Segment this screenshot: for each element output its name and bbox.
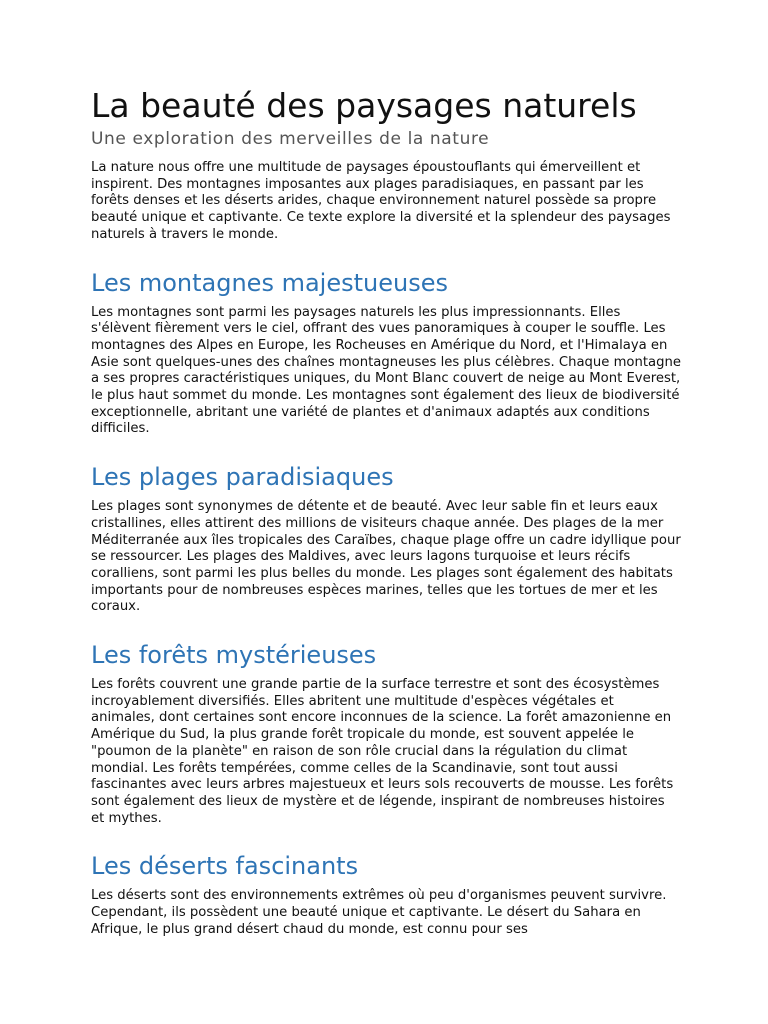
document-title: La beauté des paysages naturels [91,86,637,125]
document-subtitle: Une exploration des merveilles de la nature [91,129,490,149]
section-heading: Les forêts mystérieuses [91,641,377,670]
section-beaches [91,462,681,616]
section-forests [91,640,681,827]
section-heading: Les plages paradisiaques [91,463,394,492]
intro-paragraph: La nature nous offre une multitude de paysages époustouflants qui émerveillent et inspirent. Des montagnes imposantes aux plages paradisiaques, en passant par les forêts denses et les déserts arides, chaque environnement naturel possède sa propre beauté unique et captivante. Ce texte explore la diversité et la splendeur des paysages naturels à travers le monde. [91,160,671,242]
section-heading: Les déserts fascinants [91,852,359,881]
section-paragraph: Les montagnes sont parmi les paysages naturels les plus impressionnants. Elles s'élèvent fièrement vers le ciel, offrant des vues panoramiques à couper le souffle. Les montagnes des Alpes en Europe, les Rocheuses en Amérique du Nord, et l'Himalaya en Asie sont quelques-unes des chaînes montagneuses les plus célèbres. Chaque montagne a ses propres caractéristiques uniques, du Mont Blanc couvert de neige au Mont Everest, le plus haut sommet du monde. Les montagnes sont également des lieux de biodiversité exceptionnelle, abritant une variété de plantes et d'animaux adaptés aux conditions difficiles. [91,304,681,437]
section-deserts [91,851,681,938]
section-paragraph: Les déserts sont des environnements extrêmes où peu d'organismes peuvent survivre. Cependant, ils possèdent une beauté unique et captivante. Le désert du Sahara en Afrique, le plus grand désert chaud du monde, est connu pour ses [91,888,667,937]
section-mountains [91,268,681,439]
section-paragraph: Les plages sont synonymes de détente et de beauté. Avec leur sable fin et leurs eaux cristallines, elles attirent des millions de visiteurs chaque année. Des plages de la mer Méditerranée aux îles tropicales des Caraïbes, chaque plage offre un cadre idyllique pour se ressourcer. Les plages des Maldives, avec leurs lagons turquoise et leurs récifs coralliens, sont parmi les plus belles du monde. Les plages sont également des habitats importants pour de nombreuses espèces marines, telles que les tortues de mer et les coraux. [91,499,681,615]
document-page [91,86,681,939]
section-paragraph: Les forêts couvrent une grande partie de la surface terrestre et sont des écosystèmes incroyablement diversifiés. Elles abritent une multitude d'espèces végétales et animales, dont certaines sont encore inconnues de la science. La forêt amazonienne en Amérique du Sud, la plus grande forêt tropicale du monde, est souvent appelée le "poumon de la planète" en raison de son rôle crucial dans la régulation du climat mondial. Les forêts tempérées, comme celles de la Scandinavie, sont tout aussi fascinantes avec leurs arbres majestueux et leurs sols recouverts de mousse. Les forêts sont également des lieux de mystère et de légende, inspirant de nombreuses histoires et mythes. [91,677,674,826]
section-heading: Les montagnes majestueuses [91,268,448,297]
